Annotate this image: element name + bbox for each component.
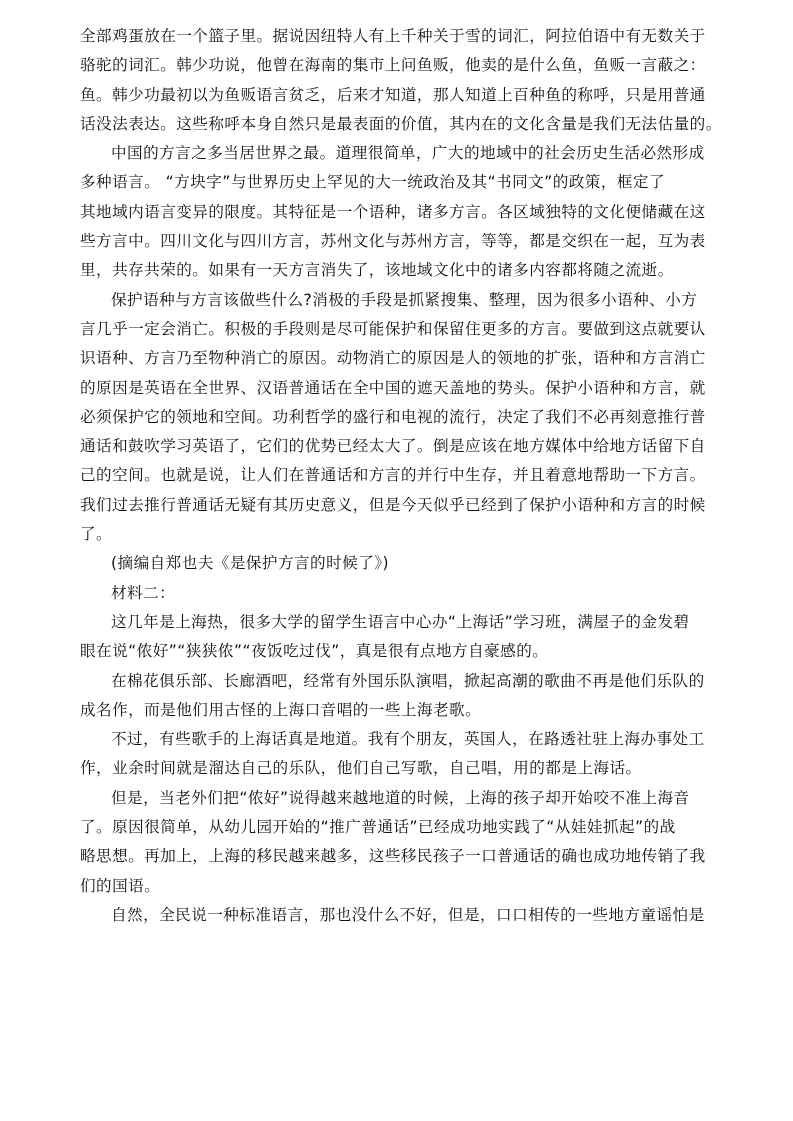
text-line: 识语种、方言乃至物种消亡的原因。动物消亡的原因是人的领地的扩张，语种和方言消亡 [80, 349, 706, 368]
body-text [80, 22, 720, 930]
paragraph-first-line: 保护语种与方言该做些什么?消极的手段是抓紧搜集、整理，因为很多小语种、小方 [111, 290, 698, 309]
text-line: 话没法表达。这些称呼本身自然只是最表面的价值，其内在的文化含量是我们无法估量的。 [80, 114, 722, 133]
text-line: 作，业余时间就是溜达自己的乐队，他们自己写歌，自己唱，用的都是上海话。 [80, 759, 642, 778]
paragraph-first-line: (摘编自郑也夫《是保护方言的时候了》) [111, 554, 390, 573]
text-line: 我们过去推行普通话无疑有其历史意义，但是今天似乎已经到了保护小语种和方言的时候 [80, 495, 706, 514]
paragraph-first-line: 材料二： [111, 583, 176, 602]
text-line: 全部鸡蛋放在一个篮子里。据说因纽特人有上千种关于雪的词汇，阿拉伯语中有无数关于 [80, 27, 706, 45]
text-line: 眼在说“侬好”“狭狭侬”“夜饭吃过伐”，真是很有点地方自豪感的。 [80, 642, 549, 661]
paragraph-first-line: 中国的方言之多当居世界之最。道理很简单，广大的地域中的社会历史生活必然形成 [111, 144, 705, 163]
paragraph-first-line: 不过，有些歌手的上海话真是地道。我有个朋友，英国人，在路透社驻上海办事处工 [111, 730, 705, 749]
paragraph-first-line: 但是，当老外们把“侬好”说得越来越地道的时候，上海的孩子却开始咬不准上海音 [111, 788, 690, 807]
text-line: 成名作，而是他们用古怪的上海口音唱的一些上海老歌。 [80, 700, 482, 719]
text-line: 了。 [80, 525, 113, 544]
text-line: 略思想。再加上，上海的移民越来越多，这些移民孩子一口普通话的确也成功地传销了我 [80, 847, 706, 866]
text-line: 些方言中。四川文化与四川方言，苏州文化与苏州方言，等等，都是交织在一起，互为表 [80, 232, 706, 251]
text-line: 的原因是英语在全世界、汉语普通话在全中国的遮天盖地的势头。保护小语种和方言，就 [80, 378, 706, 397]
text-line: 其地域内语言变异的限度。其特征是一个语种，诸多方言。各区域独特的文化便储藏在这 [80, 202, 706, 221]
text-line: 了。原因很简单，从幼儿园开始的“推广普通话”已经成功地实践了“从娃娃抓起”的战 [80, 818, 676, 837]
text-line: 己的空间。也就是说，让人们在普通话和方言的并行中生存，并且着意地帮助一下方言。 [80, 466, 706, 485]
paragraph-first-line: 自然，全民说一种标准语言，那也没什么不好，但是，口口相传的一些地方童谣怕是 [111, 905, 705, 924]
text-line: 骆驼的词汇。韩少功说，他曾在海南的集市上问鱼贩，他卖的是什么鱼，鱼贩一言蔽之： [80, 56, 706, 75]
text-line: 必须保护它的领地和空间。功利哲学的盛行和电视的流行，决定了我们不必再刻意推行普 [80, 407, 706, 426]
text-line: 鱼。韩少功最初以为鱼贩语言贫乏，后来才知道，那人知道上百种鱼的称呼，只是用普通 [80, 85, 706, 104]
paragraph-first-line: 在棉花俱乐部、长廊酒吧，经常有外国乐队演唱，掀起高潮的歌曲不再是他们乐队的 [111, 671, 705, 690]
text-line: 们的国语。 [80, 876, 161, 895]
text-line: 言几乎一定会消亡。积极的手段则是尽可能保护和保留住更多的方言。要做到这点就要认 [80, 319, 706, 338]
text-line: 里，共存共荣的。如果有一天方言消失了，该地域文化中的诸多内容都将随之流逝。 [80, 261, 674, 280]
text-line: 多种语言。 “方块字”与世界历史上罕见的大一统政治及其“书同文”的政策，框定了 [80, 173, 666, 192]
paragraph-first-line: 这几年是上海热，很多大学的留学生语言中心办“上海话”学习班，满屋子的金发碧 [111, 612, 690, 631]
text-line: 通话和鼓吹学习英语了，它们的优势已经太大了。倒是应该在地方媒体中给地方话留下自 [80, 437, 706, 456]
